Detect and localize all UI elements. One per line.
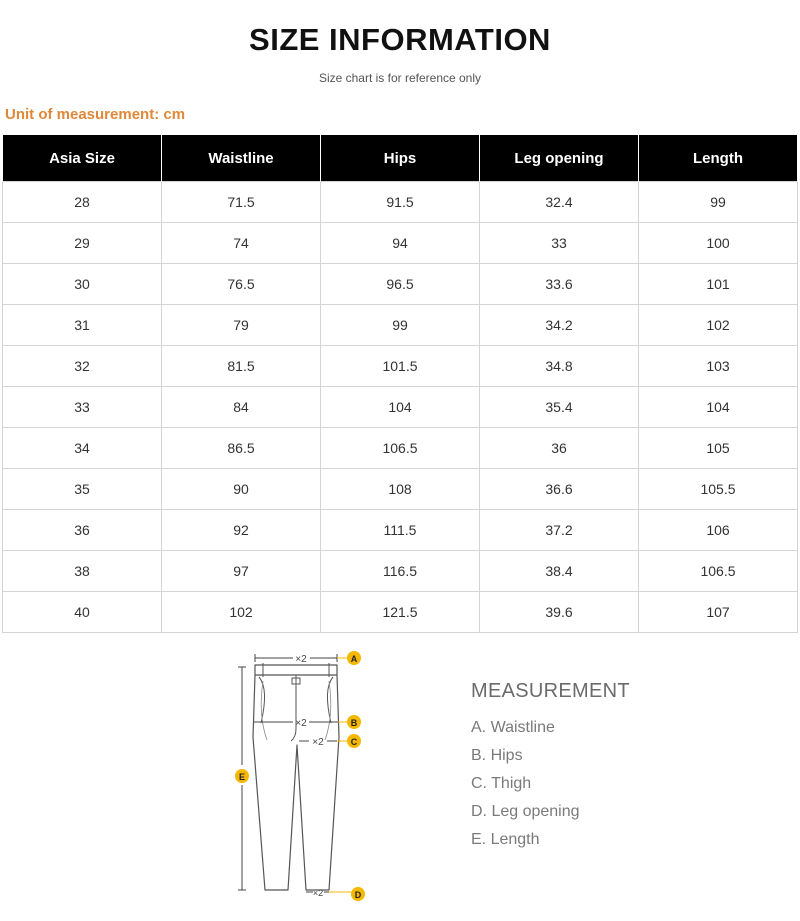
- table-cell: 121.5: [321, 592, 480, 633]
- page-title: SIZE INFORMATION: [249, 22, 551, 57]
- table-cell: 91.5: [321, 182, 480, 223]
- table-row: [3, 346, 798, 387]
- column-header-leg-opening: Leg opening: [480, 135, 639, 182]
- table-cell: 101: [639, 264, 798, 305]
- table-row: [3, 510, 798, 551]
- table-cell: 86.5: [162, 428, 321, 469]
- table-row: [3, 551, 798, 592]
- table-cell: 74: [162, 223, 321, 264]
- table-row: [3, 387, 798, 428]
- table-cell: 79: [162, 305, 321, 346]
- table-cell: 116.5: [321, 551, 480, 592]
- table-cell: 81.5: [162, 346, 321, 387]
- column-header-waistline: Waistline: [162, 135, 321, 182]
- table-cell: 107: [639, 592, 798, 633]
- table-cell: 29: [3, 223, 162, 264]
- legend-item: C. Thigh: [471, 775, 532, 792]
- measurement-title: MEASUREMENT: [471, 680, 630, 702]
- table-row: [3, 469, 798, 510]
- table-cell: 111.5: [321, 510, 480, 551]
- column-header-length: Length: [639, 135, 798, 182]
- table-cell: 39.6: [480, 592, 639, 633]
- table-cell: 108: [321, 469, 480, 510]
- table-cell: 97: [162, 551, 321, 592]
- legend-item: E. Length: [471, 831, 540, 848]
- table-cell: 33.6: [480, 264, 639, 305]
- table-cell: 100: [639, 223, 798, 264]
- table-cell: 36: [3, 510, 162, 551]
- table-cell: 35.4: [480, 387, 639, 428]
- trousers-outline-icon: [253, 665, 339, 890]
- table-row: [3, 182, 798, 223]
- table-row: [3, 305, 798, 346]
- table-cell: 30: [3, 264, 162, 305]
- legend-item: A. Waistline: [471, 719, 555, 736]
- size-table: [2, 135, 798, 633]
- table-cell: 36: [480, 428, 639, 469]
- marker-b-label: B: [350, 718, 358, 728]
- leg-opening-multiplier-label: ×2: [312, 888, 324, 898]
- table-cell: 40: [3, 592, 162, 633]
- table-cell: 33: [480, 223, 639, 264]
- hips-multiplier-label: ×2: [295, 718, 307, 729]
- table-cell: 38: [3, 551, 162, 592]
- table-cell: 106.5: [321, 428, 480, 469]
- table-cell: 102: [162, 592, 321, 633]
- legend-item: D. Leg opening: [471, 803, 580, 820]
- table-cell: 105: [639, 428, 798, 469]
- table-cell: 96.5: [321, 264, 480, 305]
- table-cell: 106.5: [639, 551, 798, 592]
- table-cell: 99: [639, 182, 798, 223]
- table-cell: 34.8: [480, 346, 639, 387]
- table-cell: 33: [3, 387, 162, 428]
- table-cell: 36.6: [480, 469, 639, 510]
- waist-multiplier-label: ×2: [295, 654, 307, 665]
- page-subtitle: Size chart is for reference only: [318, 71, 482, 85]
- table-cell: 71.5: [162, 182, 321, 223]
- table-cell: 92: [162, 510, 321, 551]
- marker-a-label: A: [350, 654, 358, 664]
- table-cell: 34.2: [480, 305, 639, 346]
- table-cell: 34: [3, 428, 162, 469]
- table-cell: 76.5: [162, 264, 321, 305]
- table-row: [3, 223, 798, 264]
- table-row: [3, 428, 798, 469]
- table-cell: 105.5: [639, 469, 798, 510]
- table-cell: 106: [639, 510, 798, 551]
- table-cell: 90: [162, 469, 321, 510]
- marker-c-label: C: [350, 737, 358, 747]
- table-cell: 102: [639, 305, 798, 346]
- table-cell: 94: [321, 223, 480, 264]
- table-cell: 31: [3, 305, 162, 346]
- table-cell: 104: [639, 387, 798, 428]
- unit-label: Unit of measurement: cm: [5, 106, 186, 123]
- thigh-multiplier-label: ×2: [312, 737, 324, 748]
- column-header-asia-size: Asia Size: [3, 135, 162, 182]
- table-cell: 104: [321, 387, 480, 428]
- table-row: [3, 592, 798, 633]
- marker-e-label: E: [238, 772, 246, 782]
- marker-d-label: D: [354, 890, 362, 900]
- table-cell: 32.4: [480, 182, 639, 223]
- table-header-row: [3, 135, 798, 182]
- table-cell: 99: [321, 305, 480, 346]
- legend-item: B. Hips: [471, 747, 523, 764]
- table-cell: 37.2: [480, 510, 639, 551]
- table-cell: 103: [639, 346, 798, 387]
- table-cell: 84: [162, 387, 321, 428]
- table-cell: 32: [3, 346, 162, 387]
- table-cell: 35: [3, 469, 162, 510]
- trousers-diagram: [225, 645, 375, 907]
- table-cell: 101.5: [321, 346, 480, 387]
- table-row: [3, 264, 798, 305]
- table-cell: 28: [3, 182, 162, 223]
- table-cell: 38.4: [480, 551, 639, 592]
- column-header-hips: Hips: [321, 135, 480, 182]
- measurement-legend: [471, 719, 580, 859]
